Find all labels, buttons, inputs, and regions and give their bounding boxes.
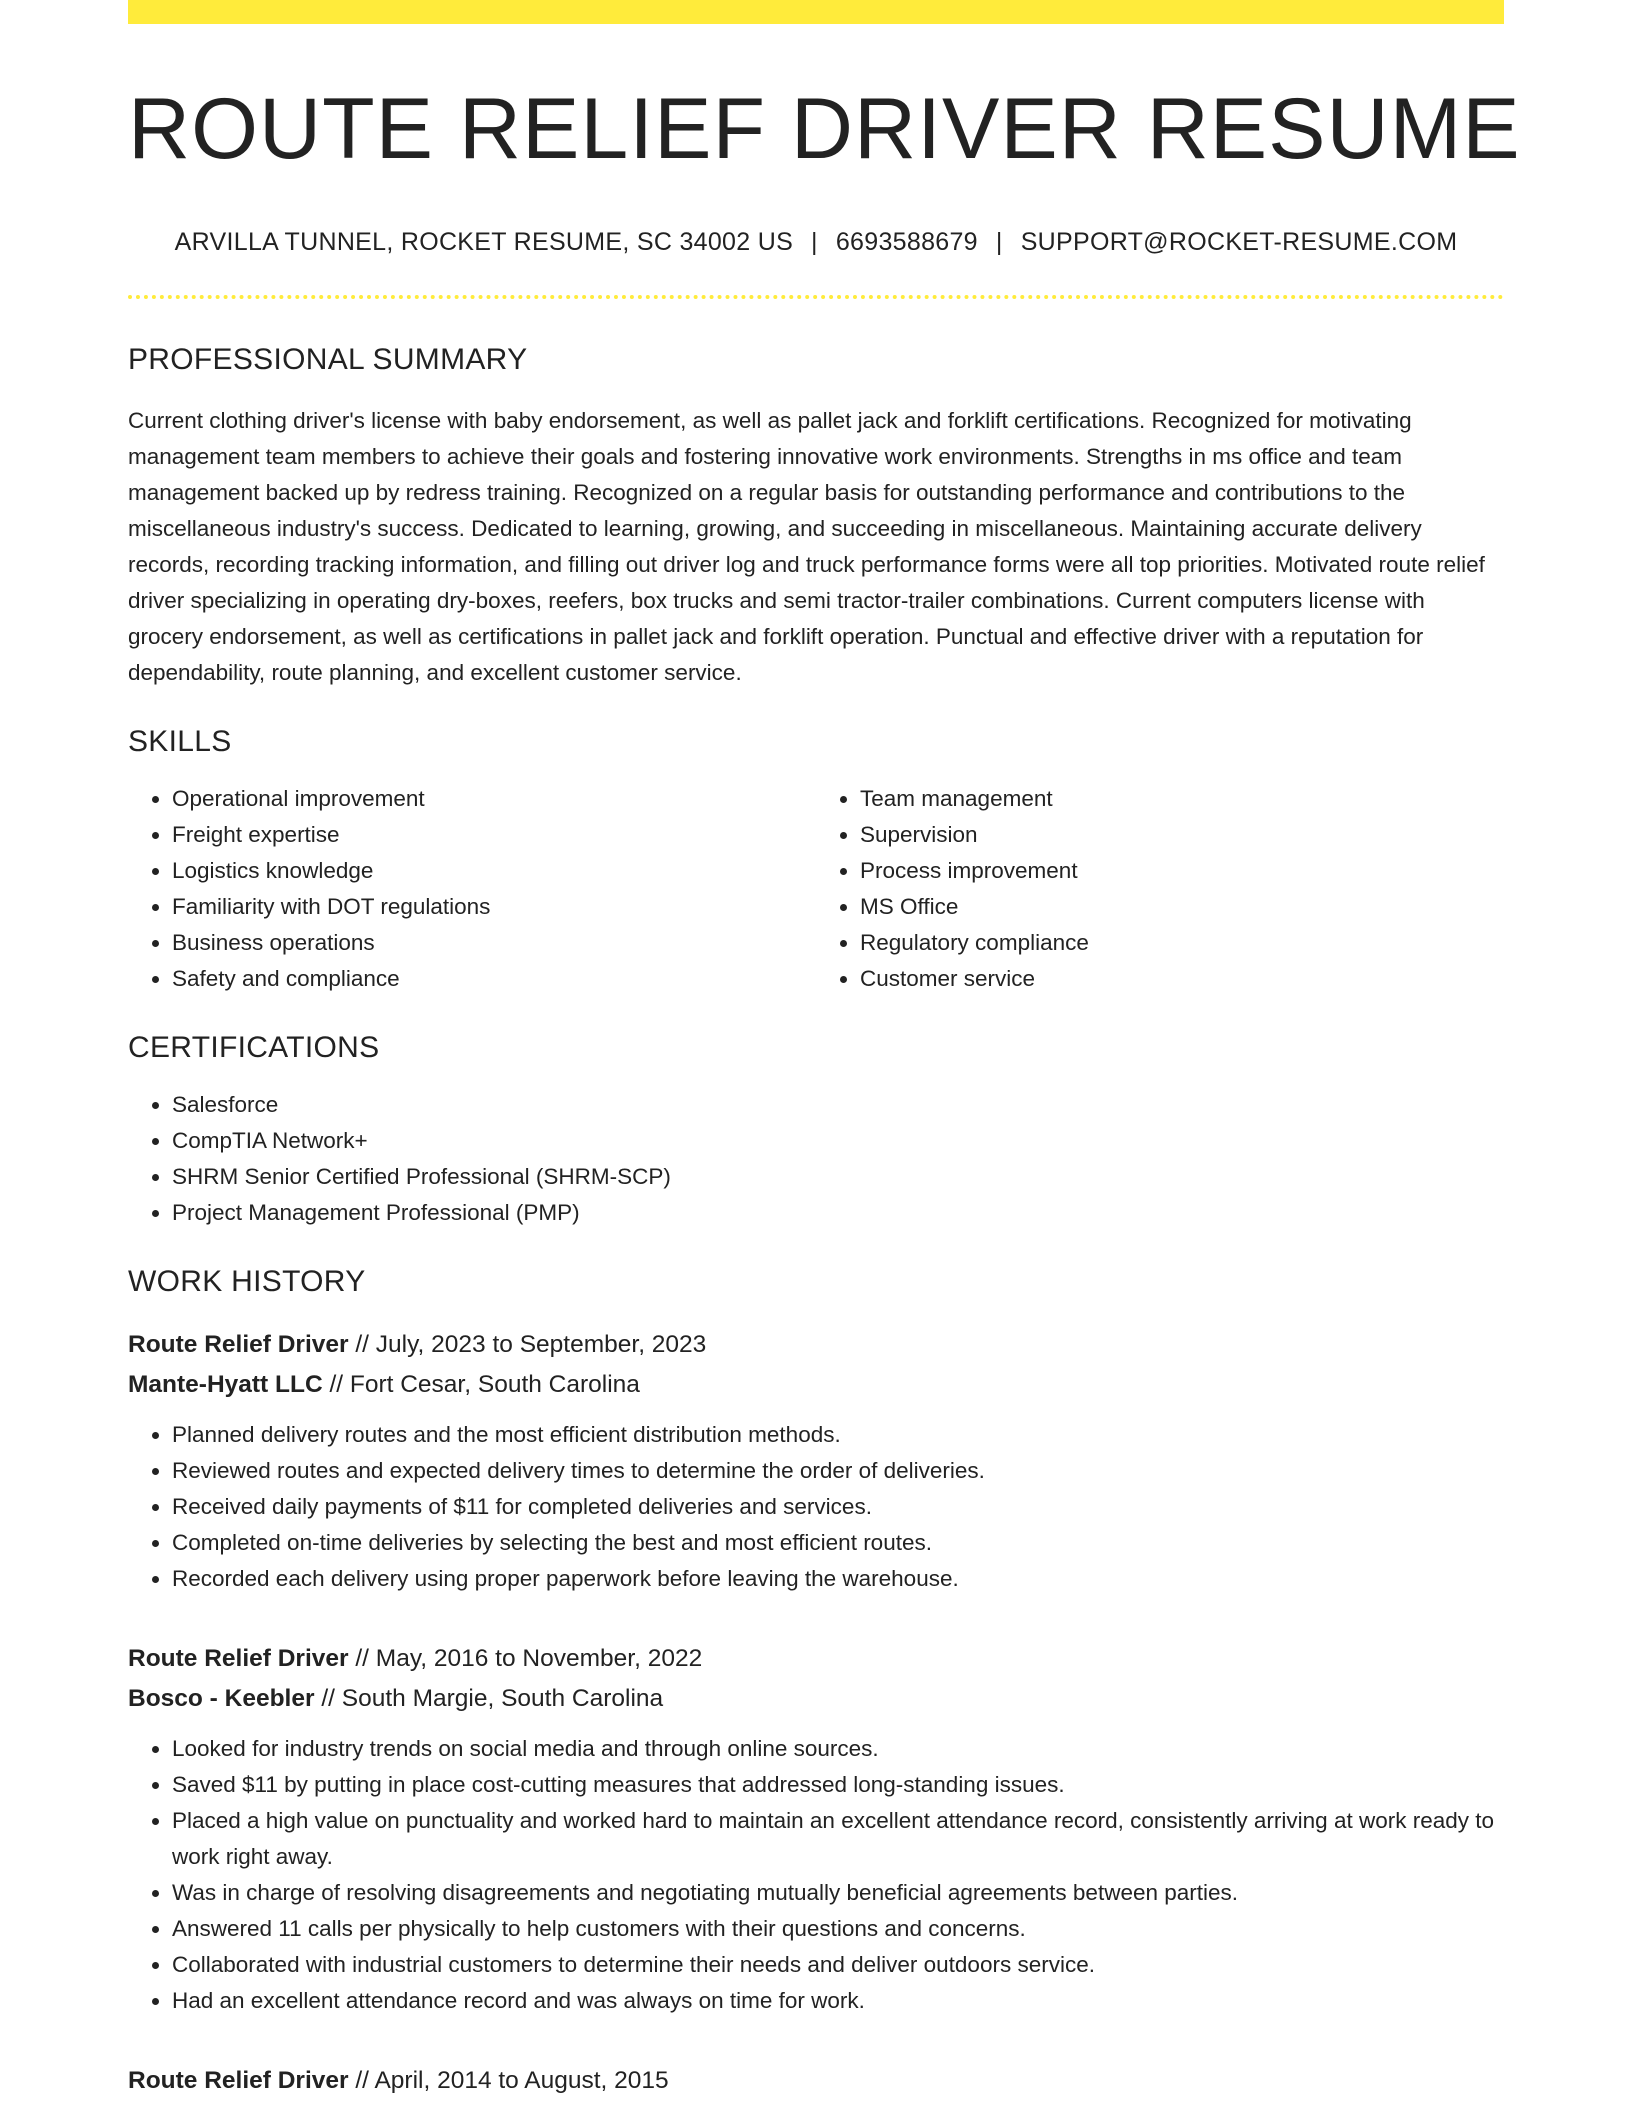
certifications-section	[128, 1031, 1504, 1231]
work-history-section	[128, 1265, 1504, 2101]
job-bullet: • Reviewed routes and expected delivery times to determine the order of deliveries.	[172, 1453, 1504, 1489]
job-bullet: • Was in charge of resolving disagreements and negotiating mutually beneficial agreements between parties.	[172, 1875, 1504, 1911]
certification-item: • SHRM Senior Certified Professional (SHRM-SCP)	[172, 1159, 1504, 1195]
skill-item: • Supervision	[860, 817, 1504, 853]
skill-item: • MS Office	[860, 889, 1504, 925]
skill-item: • Business operations	[172, 925, 816, 961]
certification-item: • Salesforce	[172, 1087, 1504, 1123]
job-dates: // May, 2016 to November, 2022	[348, 1645, 703, 1673]
job-location: // Fort Cesar, South Carolina	[322, 1371, 640, 1399]
certifications-heading: CERTIFICATIONS	[128, 1031, 380, 1065]
certifications-list	[128, 1087, 1504, 1231]
job-entry	[128, 2061, 1504, 2101]
job-bullet: • Received daily payments of $11 for completed deliveries and services.	[172, 1489, 1504, 1525]
skill-item: • Familiarity with DOT regulations	[172, 889, 816, 925]
skill-item: • Logistics knowledge	[172, 853, 816, 889]
job-bullet: • Planned delivery routes and the most efficient distribution methods.	[172, 1417, 1504, 1453]
work-history-heading: WORK HISTORY	[128, 1265, 366, 1299]
certification-item: • Project Management Professional (PMP)	[172, 1195, 1504, 1231]
job-company: Mante-Hyatt LLC	[128, 1371, 323, 1399]
job-company-line	[128, 1679, 1504, 1719]
skills-heading: SKILLS	[128, 725, 232, 759]
job-bullets	[128, 1417, 1504, 1597]
job-dates: // July, 2023 to September, 2023	[348, 1331, 707, 1359]
skill-item: • Process improvement	[860, 853, 1504, 889]
certification-item: • CompTIA Network+	[172, 1123, 1504, 1159]
skills-left-column	[128, 781, 816, 997]
job-title: Route Relief Driver	[128, 1331, 349, 1359]
top-accent-bar	[128, 0, 1504, 24]
contact-separator: |	[995, 228, 1003, 257]
job-bullet: • Saved $11 by putting in place cost-cutting measures that addressed long-standing issues.	[172, 1767, 1504, 1803]
job-company-line	[128, 1365, 1504, 1405]
contact-line	[128, 228, 1504, 257]
job-title: Route Relief Driver	[128, 1645, 349, 1673]
job-title-line	[128, 2061, 1504, 2101]
resume-page	[128, 0, 1521, 2101]
job-bullets	[128, 1731, 1504, 2019]
job-title: Route Relief Driver	[128, 2067, 349, 2095]
job-entry	[128, 1325, 1504, 1597]
job-bullet: • Had an excellent attendance record and was always on time for work.	[172, 1983, 1504, 2019]
job-bullet: • Looked for industry trends on social media and through online sources.	[172, 1731, 1504, 1767]
job-location: // South Margie, South Carolina	[314, 1685, 664, 1713]
skill-item: • Operational improvement	[172, 781, 816, 817]
dotted-divider	[128, 295, 1504, 299]
contact-separator: |	[811, 228, 818, 257]
job-bullet: • Placed a high value on punctuality and worked hard to maintain an excellent attendance record, consistently arriving at work ready to work right away.	[172, 1803, 1504, 1875]
job-entry	[128, 1639, 1504, 2019]
skills-section	[128, 725, 1504, 997]
skills-right-column	[816, 781, 1504, 997]
job-bullet: • Completed on-time deliveries by selecting the best and most efficient routes.	[172, 1525, 1504, 1561]
job-title-line	[128, 1639, 1504, 1679]
skills-grid	[128, 781, 1504, 997]
skill-item: • Freight expertise	[172, 817, 816, 853]
job-dates: // April, 2014 to August, 2015	[348, 2067, 669, 2095]
summary-heading: PROFESSIONAL SUMMARY	[128, 343, 528, 377]
professional-summary-section	[128, 343, 1504, 691]
skill-item: • Regulatory compliance	[860, 925, 1504, 961]
summary-text: Current clothing driver's license with baby endorsement, as well as pallet jack and forklift certifications. Recognized for motivating management team members to achieve their goals and fostering innovative work environments. Strengths in ms office and team management backed up by redress training. Recognized on a regular basis for outstanding performance and contributions to the miscellaneous industry's success. Dedicated to learning, growing, and succeeding in miscellaneous. Maintaining accurate delivery records, recording tracking information, and filling out driver log and truck performance forms were all top priorities. Motivated route relief driver specializing in operating dry-boxes, reefers, box trucks and semi tractor-trailer combinations. Current computers license with grocery endorsement, as well as certifications in pallet jack and forklift operation. Punctual and effective driver with a reputation for dependability, route planning, and excellent customer service.	[128, 408, 1485, 686]
resume-title: ROUTE RELIEF DRIVER RESUME	[128, 81, 1521, 177]
job-bullet: • Recorded each delivery using proper paperwork before leaving the warehouse.	[172, 1561, 1504, 1597]
skill-item: • Team management	[860, 781, 1504, 817]
skill-item: • Customer service	[860, 961, 1504, 997]
skill-item: • Safety and compliance	[172, 961, 816, 997]
contact-address: ARVILLA TUNNEL, ROCKET RESUME, SC 34002 US	[174, 228, 794, 257]
job-title-line	[128, 1325, 1504, 1365]
contact-phone: 6693588679	[835, 228, 978, 257]
job-bullet: • Collaborated with industrial customers to determine their needs and deliver outdoors service.	[172, 1947, 1504, 1983]
job-company: Bosco - Keebler	[128, 1685, 315, 1713]
contact-email: SUPPORT@ROCKET-RESUME.COM	[1020, 228, 1458, 257]
job-bullet: • Answered 11 calls per physically to help customers with their questions and concerns.	[172, 1911, 1504, 1947]
